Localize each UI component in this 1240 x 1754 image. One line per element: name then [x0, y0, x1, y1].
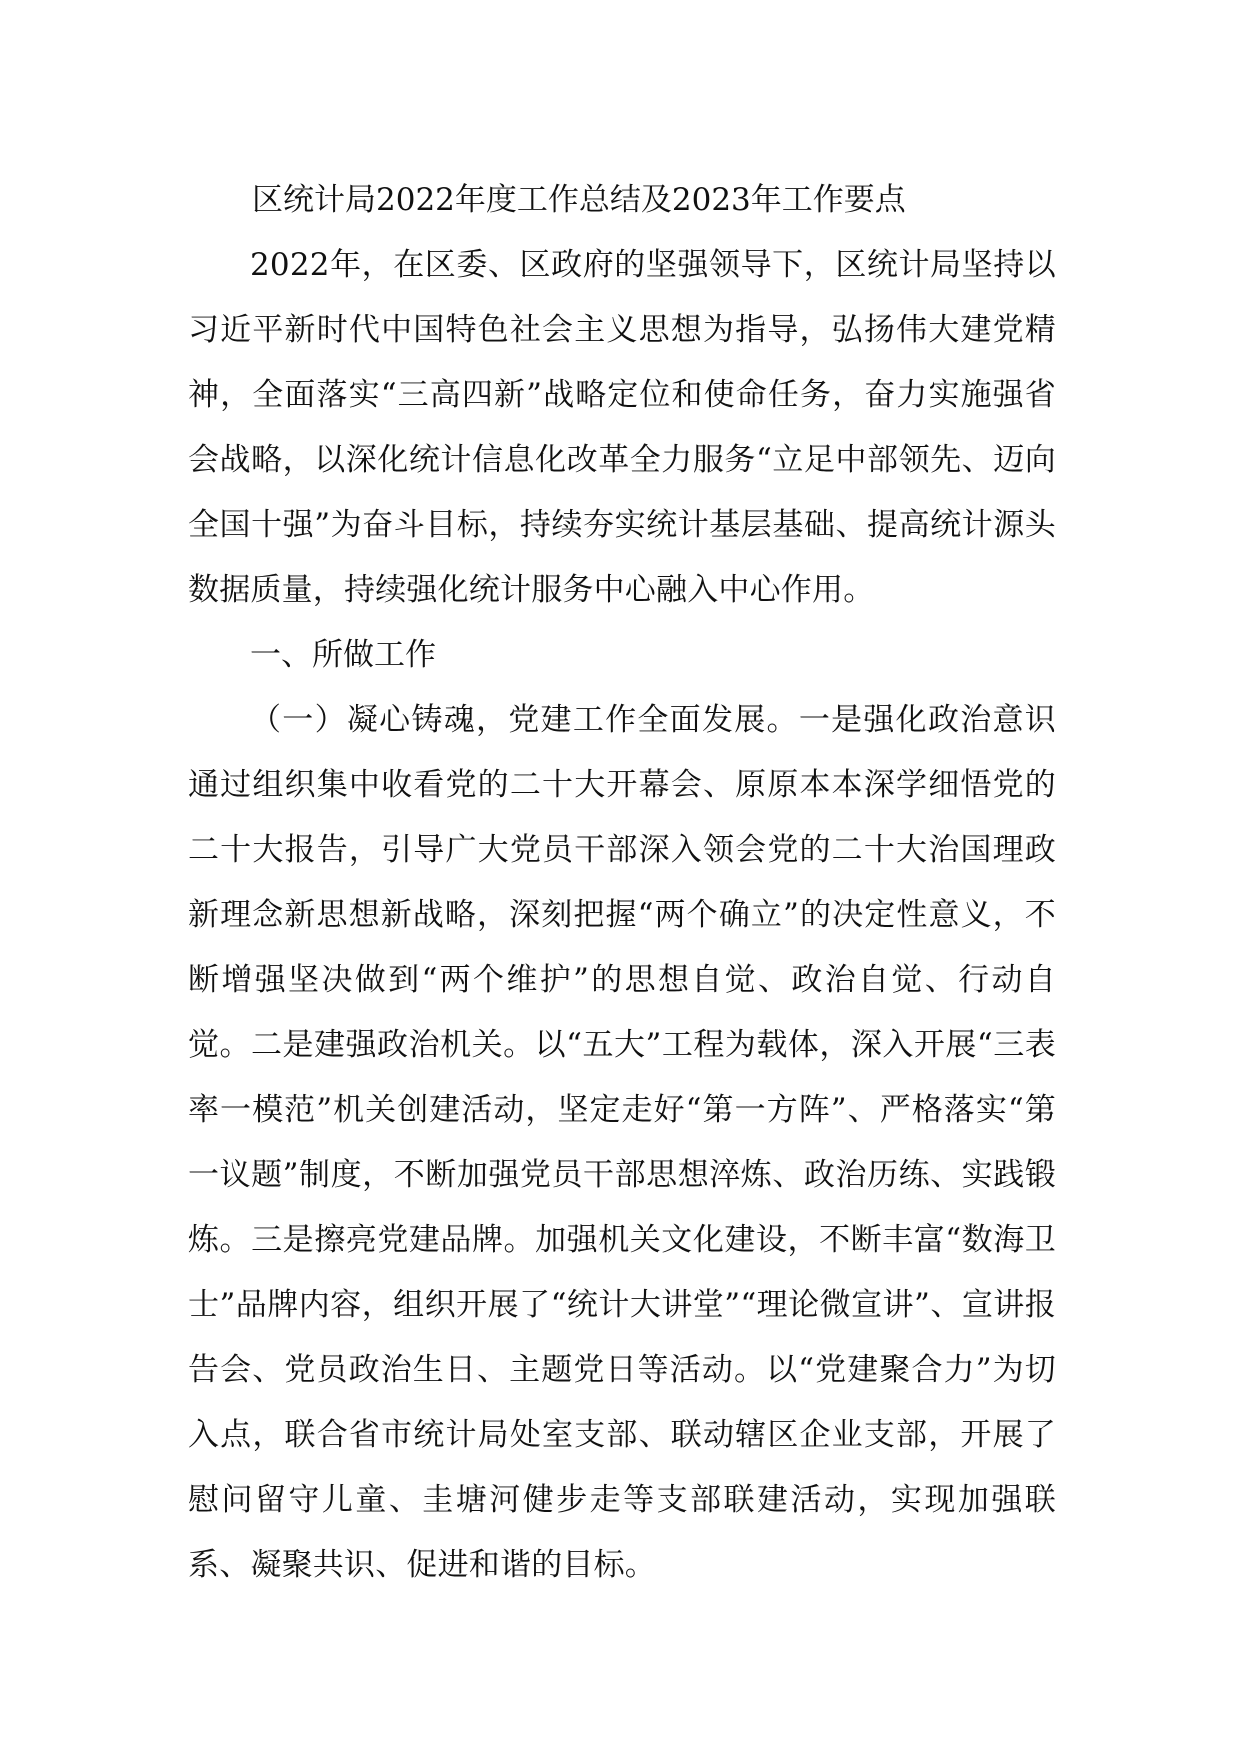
document-body [188, 168, 1056, 1598]
section-heading: 一、所做工作 [250, 637, 436, 673]
intro-paragraph: 2022年，在区委、区政府的坚强领导下，区统计局坚持以习近平新时代中国特色社会主义思想为指导，弘扬伟大建党精神，全面落实“三高四新”战略定位和使命任务，奋力实施强省会战略，以深化统计信息化改革全力服务“立足中部领先、迈向全国十强”为奋斗目标，持续夯实统计基层基础、提高统计源头数据质量，持续强化统计服务中心融入中心作用。 [188, 247, 1056, 608]
document-title: 区统计局2022年度工作总结及2023年工作要点 [252, 182, 906, 218]
party-building-paragraph: （一）凝心铸魂，党建工作全面发展。一是强化政治意识通过组织集中收看党的二十大开幕会、原原本本深学细悟党的二十大报告，引导广大党员干部深入领会党的二十大治国理政新理念新思想新战略，深刻把握“两个确立”的决定性意义，不断增强坚决做到“两个维护”的思想自觉、政治自觉、行动自觉。二是建强政治机关。以“五大”工程为载体，深入开展“三表率一模范”机关创建活动，坚定走好“第一方阵”、严格落实“第一议题”制度，不断加强党员干部思想淬炼、政治历练、实践锻炼。三是擦亮党建品牌。加强机关文化建设，不断丰富“数海卫士”品牌内容，组织开展了“统计大讲堂”“理论微宣讲”、宣讲报告会、党员政治生日、主题党日等活动。以“党建聚合力”为切入点，联合省市统计局处室支部、联动辖区企业支部，开展了慰问留守儿童、圭塘河健步走等支部联建活动，实现加强联系、凝聚共识、促进和谐的目标。 [188, 702, 1056, 1583]
